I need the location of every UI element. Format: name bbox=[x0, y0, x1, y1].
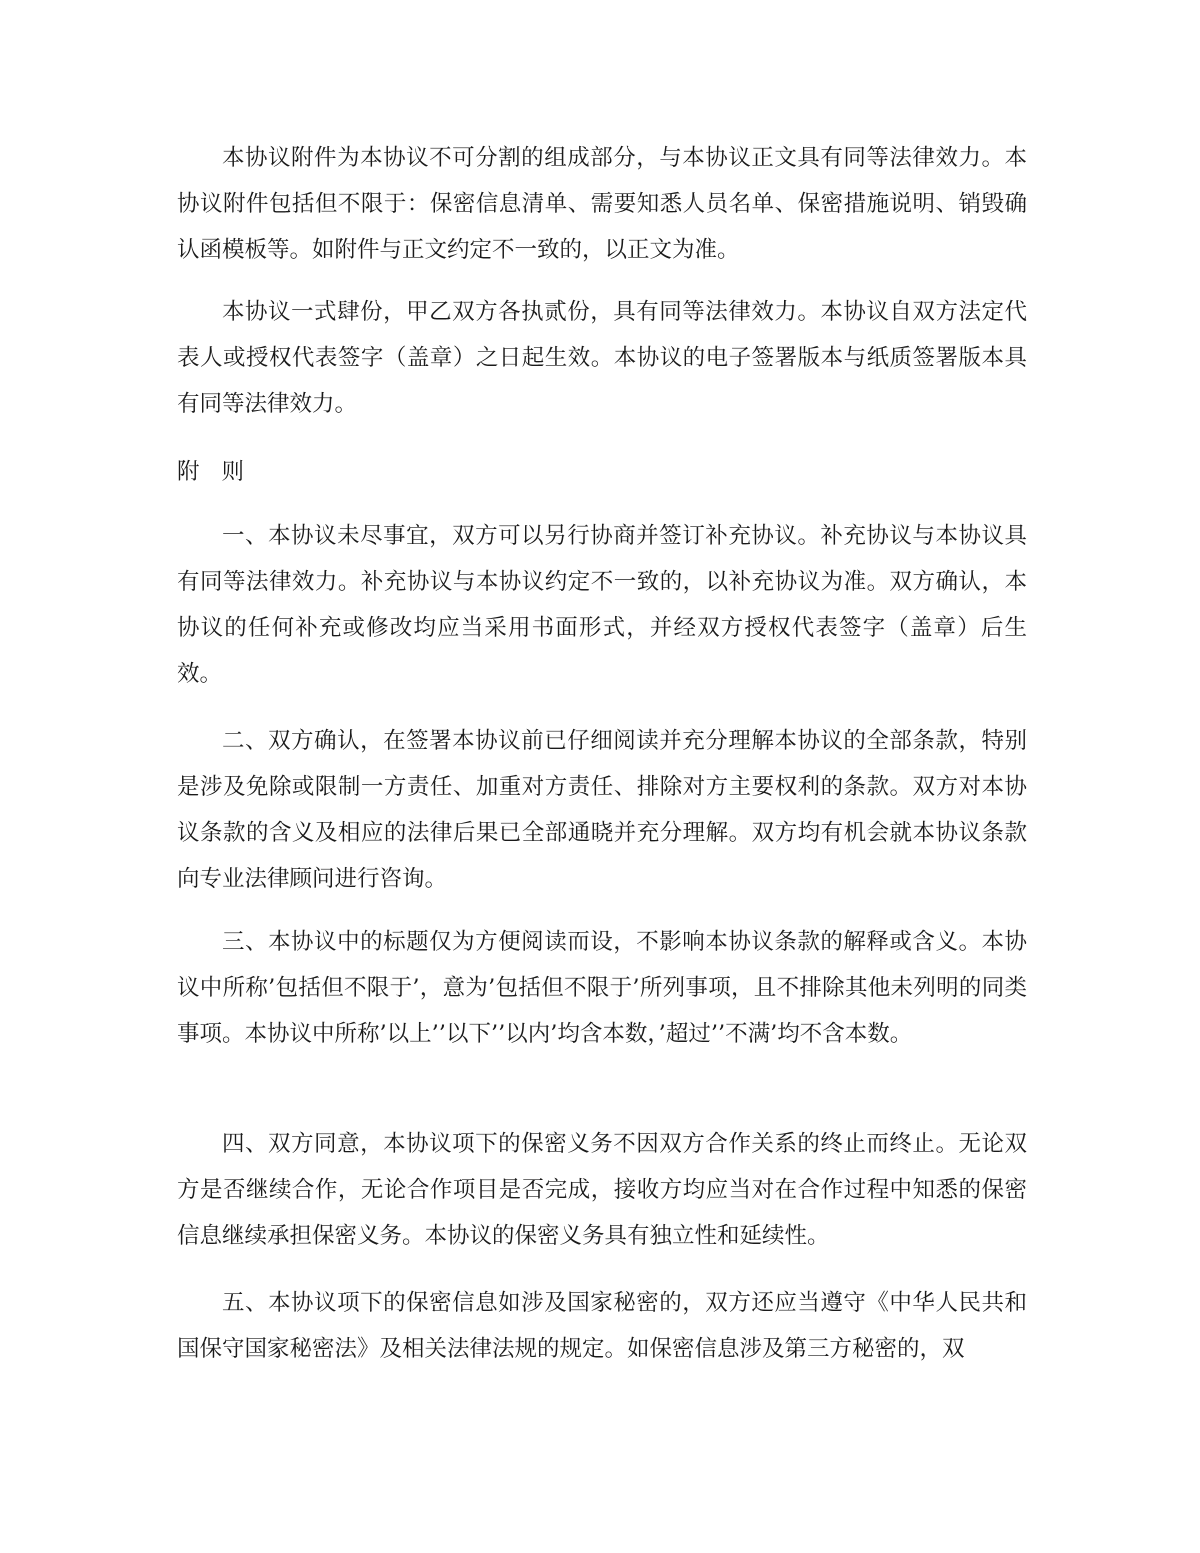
clause-4: 四、双方同意，本协议项下的保密义务不因双方合作关系的终止而终止。无论双方是否继续合作，无论合作项目是否完成，接收方均应当对在合作过程中知悉的保密信息继续承担保密义务。本协议的保密义务具有独立性和延续性。 bbox=[177, 1131, 1027, 1249]
paragraph-attachments: 本协议附件为本协议不可分割的组成部分，与本协议正文具有同等法律效力。本协议附件包括但不限于：保密信息清单、需要知悉人员名单、保密措施说明、销毁确认函模板等。如附件与正文约定不一致的，以正文为准。 bbox=[177, 145, 1027, 263]
clause-5: 五、本协议项下的保密信息如涉及国家秘密的，双方还应当遵守《中华人民共和国保守国家秘密法》及相关法律法规的规定。如保密信息涉及第三方秘密的，双 bbox=[177, 1290, 1027, 1362]
clause-1: 一、本协议未尽事宜，双方可以另行协商并签订补充协议。补充协议与本协议具有同等法律效力。补充协议与本协议约定不一致的，以补充协议为准。双方确认，本协议的任何补充或修改均应当采用书面形式，并经双方授权代表签字（盖章）后生效。 bbox=[177, 523, 1027, 687]
clause-3: 三、本协议中的标题仅为方便阅读而设，不影响本协议条款的解释或含义。本协议中所称’包括但不限于’，意为’包括但不限于’所列事项，且不排除其他未列明的同类事项。本协议中所称’以上’’以下’’以内’均含本数，’超过’’不满’均不含本数。 bbox=[177, 929, 1027, 1047]
section-heading-supplementary-provisions: 附则 bbox=[177, 459, 267, 485]
clause-2: 二、双方确认，在签署本协议前已仔细阅读并充分理解本协议的全部条款，特别是涉及免除或限制一方责任、加重对方责任、排除对方主要权利的条款。双方对本协议条款的含义及相应的法律后果已全部通晓并充分理解。双方均有机会就本协议条款向专业法律顾问进行咨询。 bbox=[177, 728, 1027, 892]
paragraph-copies-effectiveness: 本协议一式肆份，甲乙双方各执贰份，具有同等法律效力。本协议自双方法定代表人或授权代表签字（盖章）之日起生效。本协议的电子签署版本与纸质签署版本具有同等法律效力。 bbox=[177, 299, 1027, 417]
